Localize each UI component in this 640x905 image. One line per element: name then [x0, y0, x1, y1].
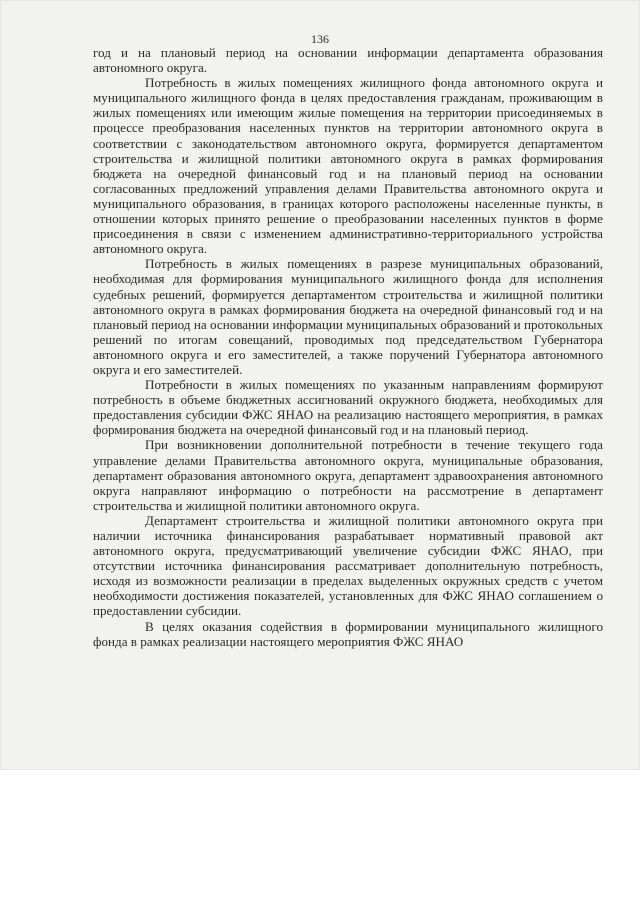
paragraph-1: год и на плановый период на основании информации департамента образования автономного округа.	[93, 45, 603, 76]
paragraph-6: Департамент строительства и жилищной политики автономного округа при наличии источника финансирования разрабатывает нормативный правовой акт автономного округа, предусматривающий увеличение субсидии ФЖС ЯНАО, при отсутствии источника финансирования рассматривает дополнительную потребность, исходя из возможности реализации в пределах выделенных окружных средств с учетом необходимости достижения показателей, установленных для ФЖС ЯНАО соглашением о предоставлении субсидии.	[93, 512, 603, 619]
paragraph-2: Потребность в жилых помещениях жилищного фонда автономного округа и муниципального жилищного фонда в целях предоставления гражданам, проживающим в жилых помещениях или имеющим жилые помещения на территории присоединяемых в процессе преобразования населенных пунктов на территории автономного округа в соответствии с законодательством автономного округа, формируется департаментом строительства и жилищной политики автономного округа в рамках формирования бюджета на очередной финансовый год и на плановый период на основании согласованных предложений управления делами Правительства автономного округа и муниципального образования, в границах которого расположены населенные пункты, в отношении которых принято решение о преобразовании населенных пунктов в форме присоединения в связи с изменением административно-территориального устройства автономного округа.	[93, 75, 603, 257]
paragraph-4: Потребности в жилых помещениях по указанным направлениям формируют потребность в объеме бюджетных ассигнований окружного бюджета, необходимых для предоставления субсидии ФЖС ЯНАО на реализацию настоящего мероприятия, в рамках формирования бюджета на очередной финансовый год и на плановый период.	[93, 377, 603, 438]
paragraph-7: В целях оказания содействия в формировании муниципального жилищного фонда в рамках реализации настоящего мероприятия ФЖС ЯНАО	[93, 618, 603, 649]
paragraph-5: При возникновении дополнительной потребности в течение текущего года управление делами Правительства автономного округа, муниципальные образования, департамент образования автономного округа, департамент здравоохранения автономного округа направляют информацию о потребности на рассмотрение в департамент строительства и жилищной политики автономного округа.	[93, 437, 603, 513]
paragraph-3: Потребность в жилых помещениях в разрезе муниципальных образований, необходимая для формирования муниципального жилищного фонда для исполнения судебных решений, формируется департаментом строительства и жилищной политики автономного округа в рамках формирования бюджета на очередной финансовый год и на плановый период на основании информации муниципальных образований и протокольных решений по итогам совещаний, проводимых под председательством Губернатора автономного округа и его заместителей, а также поручений Губернатора автономного округа и его заместителей.	[93, 256, 603, 377]
page-number: 136	[311, 32, 329, 46]
document-body	[93, 45, 603, 649]
blank-margin	[0, 770, 640, 905]
